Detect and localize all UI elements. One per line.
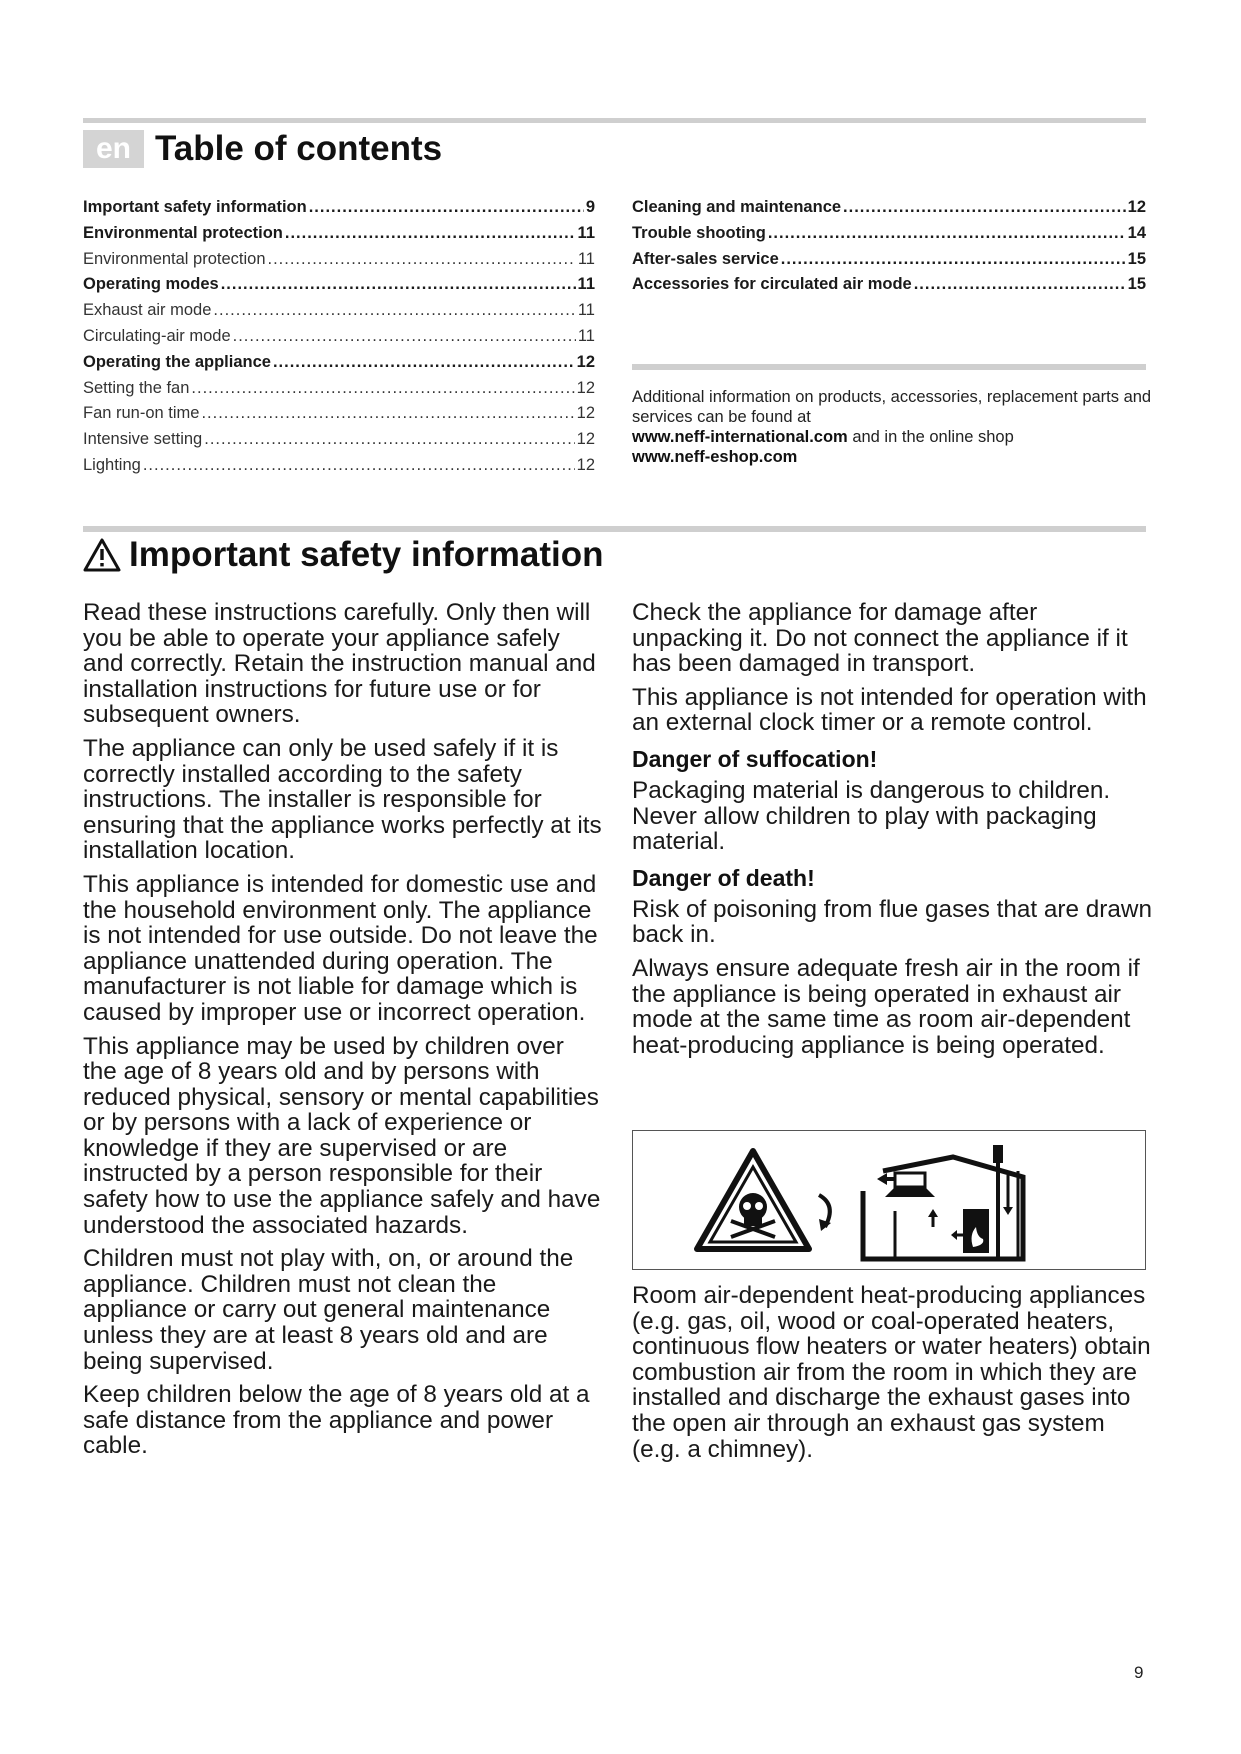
toc-leader-dots: [191, 376, 574, 402]
toc-entry-page: 11: [577, 326, 595, 345]
toc-leader-dots: [768, 221, 1126, 247]
toc-entry-label: Operating modes: [83, 275, 219, 294]
toc-entry[interactable]: [632, 195, 1146, 221]
toc-entry-page: 15: [1127, 249, 1146, 268]
toc-entry-page: 12: [576, 378, 595, 397]
toc-entry-page: 11: [577, 275, 595, 294]
toc-entry-page: 12: [576, 455, 595, 474]
toc-entry[interactable]: [83, 195, 595, 221]
flue-gas-warning-figure: [632, 1130, 1146, 1270]
toc-leader-dots: [201, 401, 574, 427]
toc-leader-dots: [213, 298, 575, 324]
safety-paragraph: Children must not play with, on, or around the appliance. Children must not clean the appliance or carry out general maintenance unless they are at least 8 years old and are being supervised.: [83, 1245, 574, 1375]
toc-leader-dots: [204, 427, 574, 453]
toc-entry-label: Exhaust air mode: [83, 301, 212, 320]
toc-entry[interactable]: [83, 272, 595, 298]
safety-left-column: [83, 600, 603, 1467]
toc-entry[interactable]: [83, 427, 595, 453]
toc-entry-label: Trouble shooting: [632, 223, 766, 242]
toc-entry[interactable]: [632, 247, 1146, 273]
toc-entry-page: 12: [576, 404, 595, 423]
toc-left-column: [83, 195, 595, 479]
toc-entry-label: Lighting: [83, 455, 141, 474]
toc-entry-page: 12: [576, 352, 595, 371]
safety-paragraph: This appliance is intended for domestic use and the household environment only. The appliance is not intended for use outside. Do not leave the appliance unattended during operation. The manufacturer is not liable for damage which is caused by improper use or incorrect operation.: [83, 870, 598, 1026]
safety-title: [83, 533, 603, 577]
toc-entry[interactable]: [83, 324, 595, 350]
additional-info: [632, 387, 1152, 467]
toc-entry-page: 14: [1127, 223, 1146, 242]
toc-entry-page: 11: [577, 301, 595, 320]
paragraph-poisoning: Risk of poisoning from flue gases that are drawn back in.: [632, 895, 1152, 949]
toc-entry-label: Cleaning and maintenance: [632, 198, 842, 216]
toc-entry[interactable]: [83, 350, 595, 376]
toc-leader-dots: [268, 247, 576, 273]
toc-entry-label: Important safety information: [83, 198, 307, 216]
toc-entry[interactable]: [83, 298, 595, 324]
toc-leader-dots: [233, 324, 576, 350]
toc-entry-label: Operating the appliance: [83, 352, 271, 371]
info-text: Additional information on products, accessories, replacement parts and services can be found at: [632, 388, 1152, 426]
toc-leader-dots: [914, 272, 1126, 298]
info-url-international[interactable]: www.neff-international.com: [632, 428, 848, 446]
toc-entry[interactable]: [632, 272, 1146, 298]
warning-icon: [83, 538, 121, 572]
safety-right-column: [632, 600, 1152, 1066]
toc-entry-label: Accessories for circulated air mode: [632, 275, 912, 294]
toc-entry-page: 12: [576, 430, 595, 449]
house-diagram: [863, 1145, 1023, 1259]
toc-entry-page: 9: [585, 198, 595, 216]
toc-entry-label: Environmental protection: [83, 223, 283, 242]
toc-entry-page: 11: [577, 223, 595, 242]
toc-entry-label: Intensive setting: [83, 430, 203, 449]
toc-entry-label: Environmental protection: [83, 249, 266, 268]
toc-entry[interactable]: [83, 247, 595, 273]
heading-death: Danger of death!: [632, 864, 815, 891]
safety-paragraph: Read these instructions carefully. Only then will you be able to operate your appliance safely and correctly. Retain the instruction manual and installation instructions for future use or for subsequent owners.: [83, 599, 596, 729]
toc-leader-dots: [273, 350, 575, 376]
safety-paragraph: The appliance can only be used safely if it is correctly installed according to the safety instructions. The installer is responsible for ensuring that the appliance works perfectly at its installation location.: [83, 734, 602, 865]
paragraph-heat-producing: Room air-dependent heat-producing appliances (e.g. gas, oil, wood or coal-operated heaters, continuous flow heaters or water heaters) obtain combustion air from the room in which they are installed and discharge the exhaust gases into the open air through an exhaust gas system (e.g. a chimney).: [632, 1282, 1151, 1463]
skull-warning-icon: [697, 1151, 809, 1249]
toc-entry-page: 12: [1127, 198, 1146, 216]
paragraph-timer: This appliance is not intended for operation with an external clock timer or a remote control.: [632, 683, 1147, 737]
paragraph-packaging: Packaging material is dangerous to children. Never allow children to play with packaging material.: [632, 776, 1111, 856]
toc-entry[interactable]: [632, 221, 1146, 247]
toc-entry-page: 15: [1127, 275, 1146, 294]
paragraph-check-damage: Check the appliance for damage after unpacking it. Do not connect the appliance if it has been damaged in transport.: [632, 599, 1128, 678]
toc-title: Table of contents: [155, 129, 443, 168]
toc-leader-dots: [309, 195, 584, 221]
toc-leader-dots: [843, 195, 1126, 221]
toc-entry-label: Setting the fan: [83, 378, 190, 397]
toc-entry-page: 11: [577, 249, 595, 268]
info-text-2: and in the online shop: [847, 428, 1014, 446]
toc-entry[interactable]: [83, 453, 595, 479]
safety-rule: [83, 526, 1146, 532]
toc-entry[interactable]: [83, 221, 595, 247]
info-url-eshop[interactable]: www.neff-eshop.com: [632, 448, 798, 466]
toc-leader-dots: [143, 453, 575, 479]
toc-entry[interactable]: [83, 401, 595, 427]
toc-right-column: [632, 195, 1146, 298]
toc-entry-label: Circulating-air mode: [83, 326, 231, 345]
info-rule: [632, 364, 1146, 370]
heading-suffocation: Danger of suffocation!: [632, 745, 878, 772]
language-badge: en: [83, 130, 144, 168]
toc-leader-dots: [221, 272, 576, 298]
paragraph-fresh-air: Always ensure adequate fresh air in the room if the appliance is being operated in exhaust air mode at the same time as room air-dependent heat-producing appliance is being operated.: [632, 954, 1140, 1059]
safety-paragraph: Keep children below the age of 8 years old at a safe distance from the appliance and power cable.: [83, 1381, 590, 1460]
toc-entry-label: After-sales service: [632, 249, 779, 268]
safety-paragraph: This appliance may be used by children over the age of 8 years old and by persons with reduced physical, sensory or mental capabilities or by persons with a lack of experience or knowledge if they are supervised or are instructed by a person responsible for their safety how to use the appliance safely and have understood the associated hazards.: [83, 1032, 601, 1239]
toc-entry-label: Fan run-on time: [83, 404, 200, 423]
safety-title-text: Important safety information: [129, 535, 604, 574]
toc-entry[interactable]: [83, 376, 595, 402]
toc-leader-dots: [285, 221, 576, 247]
toc-leader-dots: [781, 247, 1126, 273]
flue-gas-illustration: [633, 1131, 1145, 1269]
page-number: 9: [1134, 1663, 1144, 1682]
safety-right-column-lower: [632, 1283, 1152, 1470]
top-rule: [83, 118, 1146, 123]
